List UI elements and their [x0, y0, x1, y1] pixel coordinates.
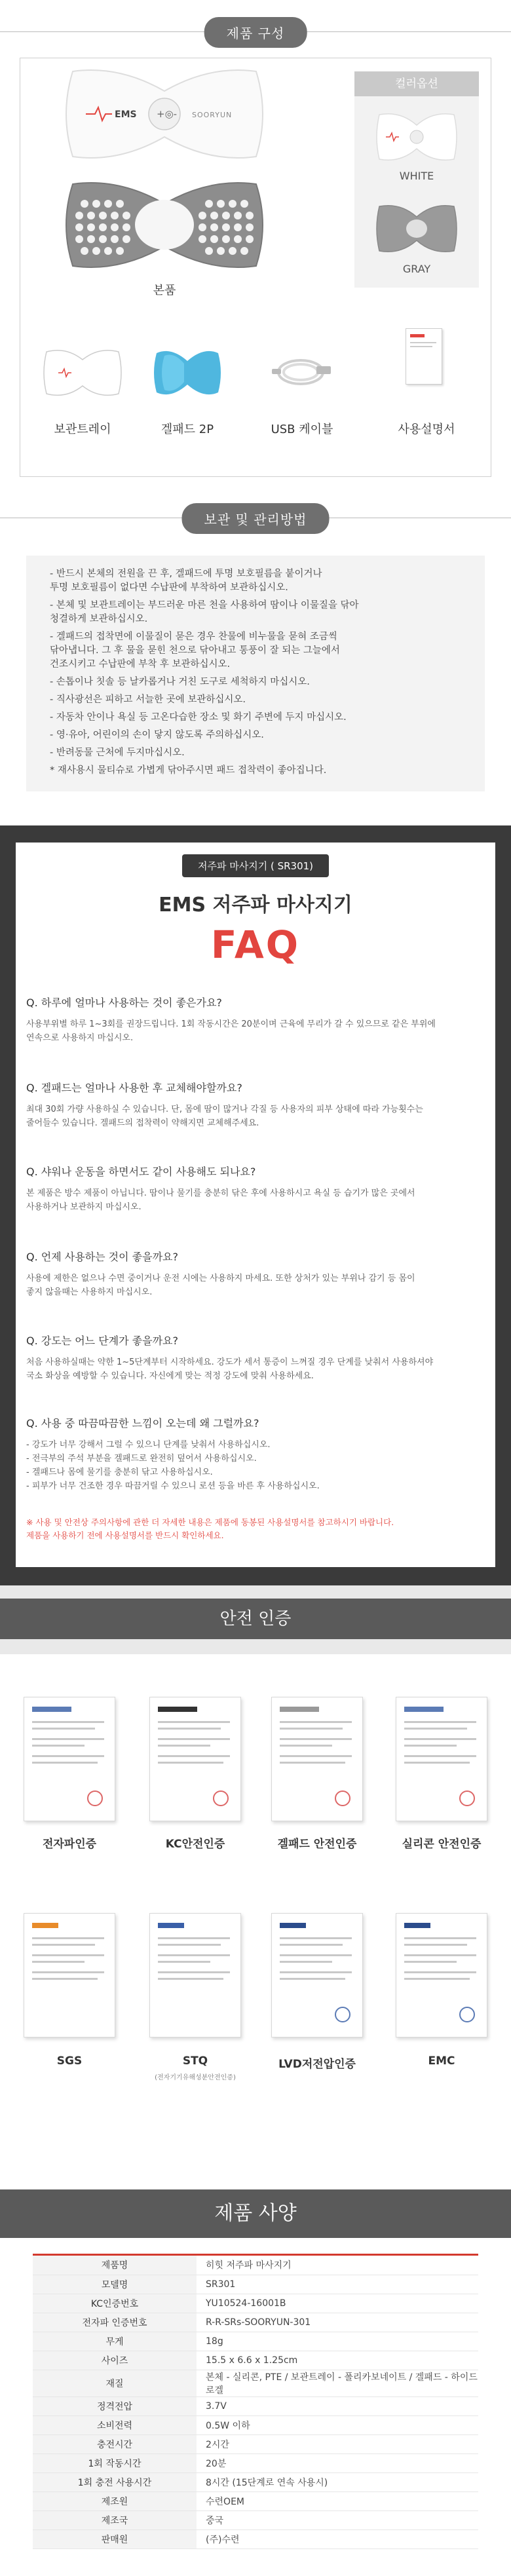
accessory-label-usb: USB 케이블 — [271, 423, 333, 436]
device-button: +◎- — [157, 108, 178, 120]
cert-label: LVD저전압인증 — [278, 2058, 356, 2071]
cert-document — [396, 1697, 487, 1821]
spec-key: 사이즈 — [33, 2351, 197, 2370]
composition-frame — [20, 58, 491, 477]
care-item: - 자동차 안이나 욕실 등 고온다습한 장소 및 화기 주변에 두지 마십시오. — [50, 712, 347, 723]
cert-document — [24, 1697, 115, 1821]
faq-answer-line: 처음 사용하실때는 약한 1~5단계부터 시작하세요. 강도가 세서 통증이 느껴질 경우 단계를 낮춰서 사용하셔야 — [26, 1357, 434, 1367]
spec-value: 0.5W 이하 — [197, 2415, 478, 2434]
faq-answer-line: - 겔패드나 몸에 물기를 충분히 닦고 사용하십시오. — [26, 1468, 213, 1477]
spec-value: 2시간 — [197, 2434, 478, 2453]
faq-answer-line: - 전극부의 주석 부분을 겔패드로 완전히 덮어서 사용하십시오. — [26, 1454, 257, 1464]
spec-table — [33, 2256, 478, 2549]
faq-question: Q. 겔패드는 얼마나 사용한 후 교체해야할까요? — [26, 1082, 242, 1094]
spec-key: 1회 충전 사용시간 — [33, 2472, 197, 2491]
spec-key: 무게 — [33, 2332, 197, 2351]
care-item: - 손톱이나 칫솔 등 날카롭거나 거친 도구로 세척하지 마십시오. — [50, 677, 310, 687]
cert-label: 전자파인증 — [42, 1838, 97, 1851]
faq-answer-line: 최대 30회 가량 사용하실 수 있습니다. 단, 몸에 땀이 많거나 각질 등 사용자의 피부 상태에 따라 가능횟수는 — [26, 1105, 423, 1114]
spec-row — [33, 2453, 478, 2472]
gel-underside-image — [60, 178, 269, 273]
faq-card — [16, 843, 495, 1567]
faq-item — [26, 994, 482, 1045]
faq-item — [26, 1164, 482, 1214]
faq-answer-line: 줄어들수 있습니다. 겔패드의 접착력이 약해지면 교체해주세요. — [26, 1118, 259, 1128]
care-list — [50, 567, 465, 782]
cert-label: 겔패드 안전인증 — [277, 1838, 357, 1851]
faq-answer-line: 사용하거나 보관하지 마십시오. — [26, 1202, 142, 1212]
cert-label: SGS — [56, 2055, 83, 2068]
spec-row — [33, 2351, 478, 2370]
accessory-label-tray: 보관트레이 — [54, 423, 111, 436]
spec-value: (주)수련 — [197, 2529, 478, 2548]
spec-value: SR301 — [197, 2275, 478, 2294]
faq-note — [26, 1516, 482, 1542]
spec-row — [33, 2529, 478, 2548]
spec-value: 중국 — [197, 2510, 478, 2529]
faq-answer-line: 연속으로 사용하지 마십시오. — [26, 1033, 134, 1043]
spec-value: 18g — [197, 2332, 478, 2351]
spec-row — [33, 2434, 478, 2453]
care-item: * 재사용시 물티슈로 가볍게 닦아주시면 패드 접착력이 좋아집니다. — [50, 765, 327, 776]
cert-sublabel: (전자기기유해성분안전인증) — [155, 2074, 236, 2081]
gray-device-image — [374, 202, 459, 255]
brand-text: SOORYUN — [192, 111, 233, 119]
faq-answer — [26, 1186, 482, 1214]
white-device-image — [374, 111, 459, 163]
storage-tray-image — [40, 347, 125, 399]
spec-value: 수련OEM — [197, 2491, 478, 2510]
care-item: - 반려동물 근처에 두지마십시오. — [50, 748, 185, 758]
cert-document — [149, 1697, 241, 1821]
faq-note-line: 제품을 사용하기 전에 사용설명서를 반드시 확인하세요. — [26, 1530, 224, 1540]
spec-row — [33, 2415, 478, 2434]
spec-title: 제품 사양 — [0, 2189, 511, 2238]
cert-label: STQ — [182, 2055, 208, 2068]
spec-value: 3.7V — [197, 2396, 478, 2415]
cert-document — [24, 1913, 115, 2037]
care-box — [26, 556, 485, 791]
spec-key: 전자파 인증번호 — [33, 2313, 197, 2332]
spec-key: KC인증번호 — [33, 2294, 197, 2313]
faq-question: Q. 언제 사용하는 것이 좋을까요? — [26, 1251, 178, 1263]
spec-key: 충전시간 — [33, 2434, 197, 2453]
spec-key: 제조원 — [33, 2491, 197, 2510]
main-label: 본품 — [153, 284, 176, 297]
color-option-title: 컬러옵션 — [354, 71, 479, 96]
usb-cable-image — [268, 349, 333, 395]
care-item: - 반드시 본체의 전원을 끈 후, 겔패드에 투명 보호필름을 붙이거나 — [50, 569, 322, 579]
spec-key: 판매원 — [33, 2529, 197, 2548]
spec-key: 정격전압 — [33, 2396, 197, 2415]
spec-key: 1회 작동시간 — [33, 2453, 197, 2472]
care-item: - 본체 및 보관트레이는 부드러운 마른 천을 사용하여 땀이나 이물질을 닦아 — [50, 600, 359, 611]
spec-row — [33, 2396, 478, 2415]
spec-value: 히힛 저주파 마사지기 — [197, 2256, 478, 2275]
faq-answer-line: 사용부위별 하루 1~3회를 권장드립니다. 1회 작동시간은 20분이며 근육에 무리가 갈 수 있으므로 같은 부위에 — [26, 1019, 436, 1029]
care-item: - 직사광선은 피하고 서늘한 곳에 보관하십시오. — [50, 694, 246, 705]
cert-document — [271, 1913, 363, 2037]
cert-label: 실리콘 안전인증 — [402, 1838, 482, 1851]
spec-value: 본체 - 실리콘, PTE / 보관트레이 - 폴리카보네이트 / 겔패드 - 하이드로겔 — [197, 2370, 478, 2396]
spec-row — [33, 2472, 478, 2491]
color-option-box — [354, 71, 479, 288]
accessory-label-manual: 사용설명서 — [398, 423, 455, 436]
manual-image — [406, 328, 442, 385]
care-title: 보관 및 관리방법 — [182, 503, 330, 534]
spec-row — [33, 2491, 478, 2510]
faq-answer — [26, 1017, 482, 1045]
faq-answer — [26, 1355, 482, 1383]
spec-key: 제조국 — [33, 2510, 197, 2529]
spec-value: R-R-SRs-SOORYUN-301 — [197, 2313, 478, 2332]
faq-answer — [26, 1103, 482, 1130]
spec-row — [33, 2370, 478, 2396]
cert-label: KC안전인증 — [165, 1838, 225, 1851]
spec-row — [33, 2332, 478, 2351]
faq-note-line: ※ 사용 및 안전상 주의사항에 관한 더 자세한 내용은 제품에 동봉된 사용설명서를 참고하시기 바랍니다. — [26, 1517, 394, 1527]
faq-question: Q. 샤워나 운동을 하면서도 같이 사용해도 되나요? — [26, 1165, 256, 1178]
spec-row — [33, 2510, 478, 2529]
cert-title: 안전 인증 — [0, 1599, 511, 1639]
spec-key: 소비전력 — [33, 2415, 197, 2434]
cert-document — [149, 1913, 241, 2037]
spec-key: 재질 — [33, 2370, 197, 2396]
care-item: - 영·유아, 어린이의 손이 닿지 않도록 주의하십시오. — [50, 730, 264, 740]
faq-answer-line: - 강도가 너무 강해서 그럴 수 있으니 단계를 낮춰서 사용하십시오. — [26, 1440, 271, 1450]
spec-row — [33, 2275, 478, 2294]
composition-title: 제품 구성 — [204, 17, 307, 48]
faq-question: Q. 강도는 어느 단계가 좋을까요? — [26, 1335, 178, 1347]
spec-row — [33, 2294, 478, 2313]
spec-value: 8시간 (15단계로 연속 사용시) — [197, 2472, 478, 2491]
faq-tag: 저주파 마사지기 ( SR301) — [182, 854, 329, 877]
color-white-label: WHITE — [399, 170, 434, 182]
faq-answer-line: 본 제품은 방수 제품이 아닙니다. 땀이나 물기를 충분히 닦은 후에 사용하시고 욕실 등 습기가 많은 곳에서 — [26, 1188, 415, 1198]
faq-answer-list — [26, 1438, 482, 1493]
care-item: 닦아냅니다. 그 후 물을 묻힌 천으로 닦아내고 통풍이 잘 되는 그늘에서 — [50, 645, 340, 656]
faq-answer — [26, 1272, 482, 1299]
cert-document — [396, 1913, 487, 2037]
gel-pad-image — [151, 347, 223, 399]
faq-heading: FAQ — [210, 922, 301, 967]
faq-answer-line: 좋지 않을때는 사용하지 마십시오. — [26, 1287, 153, 1297]
faq-item — [26, 1080, 482, 1130]
spec-value: 15.5 x 6.6 x 1.25cm — [197, 2351, 478, 2370]
faq-question: Q. 사용 중 따끔따끔한 느낌이 오는데 왜 그럴까요? — [26, 1417, 259, 1430]
faq-item — [26, 1415, 482, 1493]
care-item: 투명 보호필름이 없다면 수납판에 부착하여 보관하십시오. — [50, 582, 288, 593]
faq-item — [26, 1333, 482, 1383]
spec-row — [33, 2256, 478, 2275]
faq-section — [0, 825, 511, 1585]
spec-key: 모델명 — [33, 2275, 197, 2294]
faq-title: EMS 저주파 마사지기 — [159, 894, 352, 917]
care-item: 청결하게 보관하십시오. — [50, 614, 148, 624]
cert-label: EMC — [428, 2055, 455, 2068]
faq-answer-line: - 피부가 너무 건조한 경우 따끔거릴 수 있으니 로션 등을 바른 후 사용하십시오. — [26, 1481, 320, 1491]
faq-answer-line: 사용에 제한은 없으나 수면 중이거나 운전 시에는 사용하지 마세요. 또한 상처가 있는 부위나 감기 등 몸이 — [26, 1274, 415, 1283]
cert-document — [271, 1697, 363, 1821]
spec-row — [33, 2313, 478, 2332]
spec-value: 20분 — [197, 2453, 478, 2472]
color-gray-label: GRAY — [402, 263, 431, 275]
faq-answer-line: 국소 화상을 예방할 수 있습니다. 자신에게 맞는 적정 강도에 맞춰 사용하세요. — [26, 1371, 314, 1381]
care-item: 건조시키고 수납판에 부착 후 보관하십시오. — [50, 659, 231, 670]
care-item: - 겔패드의 접착면에 이물질이 묻은 경우 찬물에 비누물을 묻혀 조금씩 — [50, 632, 337, 642]
faq-question: Q. 하루에 얼마나 사용하는 것이 좋은가요? — [26, 996, 222, 1009]
faq-item — [26, 1249, 482, 1299]
spec-key: 제품명 — [33, 2256, 197, 2275]
ems-text: EMS — [115, 109, 137, 120]
accessory-label-gelpad: 겔패드 2P — [161, 423, 214, 436]
spec-value: YU10524-16001B — [197, 2294, 478, 2313]
